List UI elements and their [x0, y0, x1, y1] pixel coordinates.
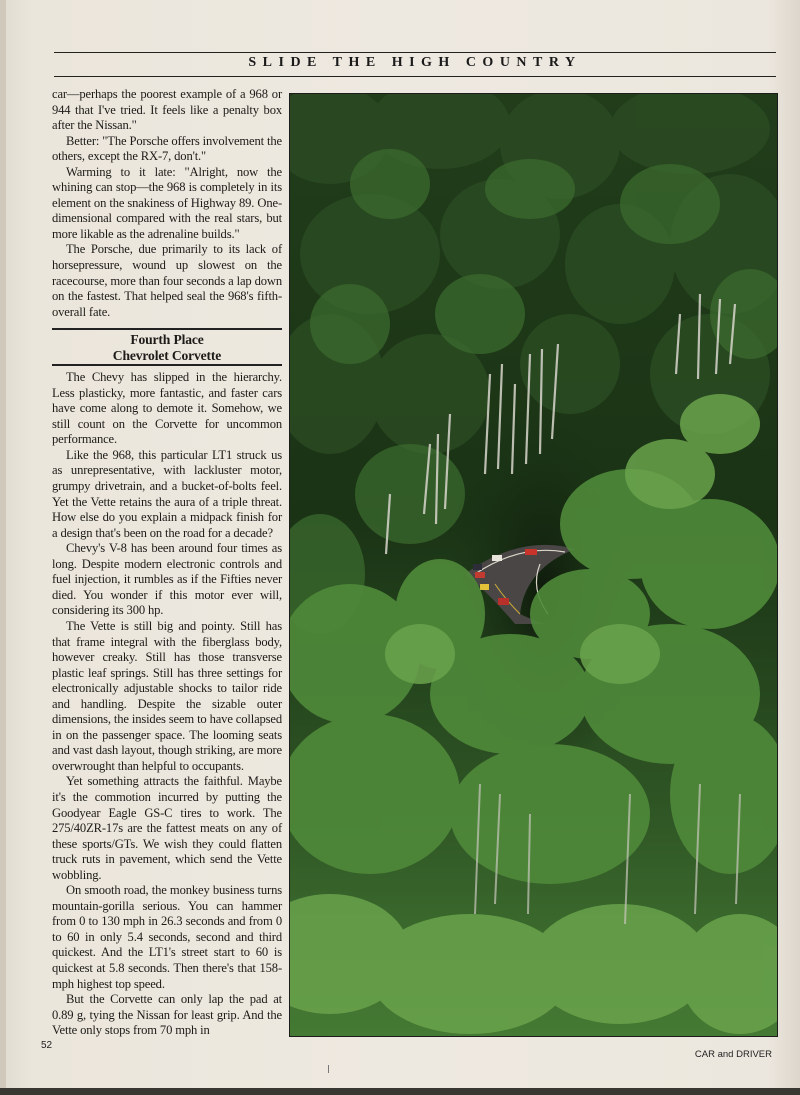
scan-border [0, 1088, 800, 1095]
paragraph: Chevy's V-8 has been around four times as long. Despite modern electronic controls and fuel injection, it rumbles as if the Fifties never died. You wonder if this motor ever will, considering its 300 hp. [52, 541, 282, 618]
paragraph: The Chevy has slipped in the hierarchy. Less plasticky, more fantastic, and faster cars have come along to demote it. Somehow, we still count on the Corvette for uncommon performance. [52, 370, 282, 447]
magazine-name: CAR and DRIVER [694, 1049, 772, 1060]
paragraph: The Porsche, due primarily to its lack of horsepressure, wound up slowest on the racecourse, more than four seconds a lap down on the fastest. That helped seal the 968's fifth-overall fate. [52, 242, 282, 319]
running-header: SLIDE THE HIGH COUNTRY [248, 55, 582, 70]
paragraph: Warming to it late: "Alright, now the whining can stop—the 968 is completely in its element on the snakiness of Highway 89. One-dimensional compared with the real stars, but more likable as the adrenaline builds." [52, 164, 282, 241]
paragraph: car—perhaps the poorest example of a 968 or 944 that I've tried. It feels like a penalty box after the Nissan." [52, 87, 282, 133]
paragraph: Yet something attracts the faithful. Maybe it's the commotion incurred by putting the Goodyear Eagle GS-C tires to work. The 275/40ZR-17s are the fattest meats on any of these sports/GTs. We wish they could flatten truck ruts in pavement, which send the Vette wobbling. [52, 774, 282, 882]
header-rule-top [54, 52, 776, 53]
paragraph: On smooth road, the monkey business turns mountain-gorilla serious. You can hammer from 0 to 130 mph in 26.3 seconds and from 0 to 60 in only 5.4 seconds, second and third quickest. And the LT1's street start to 60 is quickest at 5.8 seconds. Then there's that 158-mph highest top speed. [52, 883, 282, 991]
paragraph: But the Corvette can only lap the pad at 0.89 g, tying the Nissan for least grip. And the Vette only stops from 70 mph in [52, 992, 282, 1038]
text-column [52, 87, 282, 1039]
section-heading-car: Chevrolet Corvette [112, 347, 222, 363]
forest-road-photo [289, 93, 778, 1037]
page-gutter-shadow [0, 0, 6, 1095]
section-heading [52, 328, 282, 366]
header-rule-bottom [54, 76, 776, 77]
section-heading-rank: Fourth Place [130, 332, 204, 348]
page-number: 52 [41, 1040, 53, 1051]
forest-road-illustration [290, 94, 777, 1036]
paragraph: Better: "The Porsche offers involvement the others, except the RX-7, don't." [52, 133, 282, 164]
paragraph: Like the 968, this particular LT1 struck us as unrepresentative, with lackluster motor, grumpy drivetrain, and a bucket-of-bolts feel. Yet the Vette retains the aura of a triple threat. How else do you explain a midpack finish for a design that's been on the road for a decade? [52, 447, 282, 540]
paragraph: The Vette is still big and pointy. Still has that frame integral with the fiberglass body, however creaky. Still has those transverse plastic leaf springs. Still has three settings for electronically adjustable shocks to tailor ride and handling. Despite the sizable outer dimensions, the insides seem to have collapsed in on the passenger space. The looming seats and vast dash layout, though striking, are more overwrought than helpful to occupants. [52, 618, 282, 773]
scan-mark [328, 1065, 329, 1073]
